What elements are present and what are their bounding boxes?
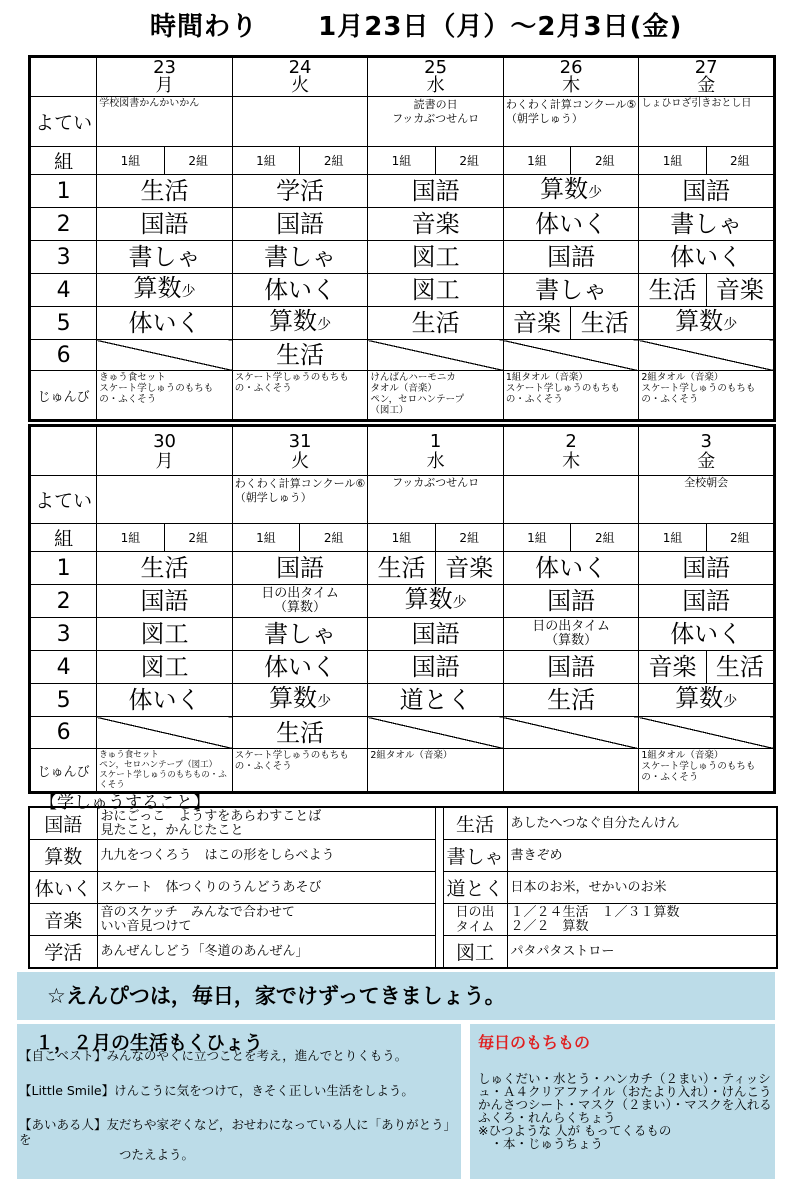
yotei-label: よてい <box>30 476 97 524</box>
day-header: 23 月 <box>97 57 233 97</box>
spacer <box>435 807 443 840</box>
period-number: 6 <box>30 717 97 749</box>
subject-cell: 図工 <box>368 241 504 274</box>
kumi-label: 組 <box>30 147 97 175</box>
class-2-label: 2組 <box>706 147 774 175</box>
title-range: 1月23日（月）～2月3日(金) <box>318 12 683 42</box>
no-class-cell <box>639 717 775 749</box>
learn-content: 音のスケッチ みんなで合わせて いい音見つけて <box>97 904 435 936</box>
goals-box <box>17 1024 461 1179</box>
junbi-cell: けんばんハーモニカ タオル（音楽） ペン，セロハンテープ （図工） <box>368 371 504 421</box>
goal-item: 【あいある人】友だちや家ぞくなど，おせわになっている人に「ありがとう」を つたえよう。 <box>19 1117 457 1162</box>
spacer <box>435 936 443 969</box>
period-number: 5 <box>30 307 97 340</box>
yotei-cell: わくわく計算コンクール⑥（朝学しゅう） <box>232 476 368 524</box>
corner-cell <box>30 426 97 476</box>
spacer <box>435 840 443 872</box>
subject-cell: 算数少 <box>639 684 775 717</box>
junbi-cell <box>503 749 639 793</box>
period-number: 3 <box>30 241 97 274</box>
subject-cell: 国語 <box>639 585 775 618</box>
subject-cell: 算数少 <box>97 274 233 307</box>
subject-cell: 算数少 <box>503 175 639 208</box>
spacer <box>435 872 443 904</box>
subject-cell: 国語 <box>503 241 639 274</box>
learn-subject: 生活 <box>443 807 507 840</box>
subject-cell: 書しゃ <box>232 241 368 274</box>
subject-cell: 学活 <box>232 175 368 208</box>
learning-table <box>28 806 778 969</box>
class-2-label: 2組 <box>300 147 368 175</box>
class-2-label: 2組 <box>571 524 639 552</box>
class-1-label: 1組 <box>639 147 706 175</box>
learn-subject: 学活 <box>29 936 97 969</box>
subject-cell-class2: 音楽 <box>435 552 503 585</box>
subject-cell: 体いく <box>639 618 775 651</box>
subject-cell: 国語 <box>368 618 504 651</box>
subject-cell: 生活 <box>232 717 368 749</box>
subject-cell: 国語 <box>232 552 368 585</box>
learn-content: あしたへつなぐ自分たんけん <box>507 807 777 840</box>
subject-cell: 国語 <box>368 175 504 208</box>
class-1-label: 1組 <box>639 524 706 552</box>
learn-content: おにごっこ ようすをあらわすことば 見たこと，かんじたこと <box>97 807 435 840</box>
subject-cell: 生活 <box>97 552 233 585</box>
subject-cell: 書しゃ <box>97 241 233 274</box>
day-header: 3 金 <box>639 426 775 476</box>
no-class-cell <box>97 340 233 371</box>
subject-cell: 国語 <box>503 651 639 684</box>
junbi-cell: 1組タオル（音楽） スケート学しゅうのもちもの・ふくそう <box>639 749 775 793</box>
pencil-banner: ☆えんぴつは，毎日，家でけずってきましょう。 <box>17 972 775 1020</box>
junbi-label: じゅんび <box>30 749 97 793</box>
learn-content: 日本のお米，せかいのお米 <box>507 872 777 904</box>
day-header: 31 火 <box>232 426 368 476</box>
subject-cell-class1: 生活 <box>368 552 435 585</box>
learn-subject: 体いく <box>29 872 97 904</box>
no-class-cell <box>503 340 639 371</box>
period-number: 3 <box>30 618 97 651</box>
period-number: 2 <box>30 585 97 618</box>
goals-title: １，２月の生活もくひょう <box>35 1032 264 1054</box>
subject-cell: 書しゃ <box>639 208 775 241</box>
subject-cell: 体いく <box>503 208 639 241</box>
no-class-cell <box>97 717 233 749</box>
subject-cell: 算数少 <box>232 684 368 717</box>
yotei-cell: 学校図書かんかいかん <box>97 97 233 147</box>
learn-content: 書きぞめ <box>507 840 777 872</box>
schedule-week1 <box>28 55 776 422</box>
day-header: 27 金 <box>639 57 775 97</box>
subject-cell: 国語 <box>97 585 233 618</box>
period-number: 4 <box>30 651 97 684</box>
subject-cell: 国語 <box>639 175 775 208</box>
learn-content: あんぜんしどう「冬道のあんぜん」 <box>97 936 435 969</box>
subject-cell: 日の出タイム （算数） <box>232 585 368 618</box>
subject-cell: 生活 <box>97 175 233 208</box>
junbi-cell: きゅう食セット ペン，セロハンテープ（図工） スケート学しゅうのもちもの・ふくそう <box>97 749 233 793</box>
yotei-cell: 読書の日 フッカぶつせんロ <box>368 97 504 147</box>
subject-cell-class1: 音楽 <box>639 651 706 684</box>
no-class-cell <box>368 717 504 749</box>
learn-subject: 道とく <box>443 872 507 904</box>
subject-cell: 国語 <box>639 552 775 585</box>
period-number: 4 <box>30 274 97 307</box>
subject-cell: 体いく <box>97 307 233 340</box>
class-1-label: 1組 <box>368 524 435 552</box>
class-1-label: 1組 <box>232 147 299 175</box>
class-2-label: 2組 <box>164 524 232 552</box>
class-1-label: 1組 <box>97 524 164 552</box>
day-header: 26 木 <box>503 57 639 97</box>
subject-cell: 道とく <box>368 684 504 717</box>
junbi-cell: きゅう食セット スケート学しゅうのもちもの・ふくそう <box>97 371 233 421</box>
learn-content: １／２４生活 １／３１算数 ２／２ 算数 <box>507 904 777 936</box>
subject-cell: 体いく <box>232 274 368 307</box>
class-2-label: 2組 <box>706 524 774 552</box>
junbi-label: じゅんび <box>30 371 97 421</box>
day-header: 25 水 <box>368 57 504 97</box>
goal-item: 【Little Smile】けんこうに気をつけて，きそく正しい生活をしよう。 <box>19 1083 414 1098</box>
learning-title: 【学しゅうすること】 <box>40 793 210 813</box>
subject-cell-class1: 生活 <box>639 274 706 307</box>
yotei-cell: フッカぶつせんロ <box>368 476 504 524</box>
class-1-label: 1組 <box>368 147 435 175</box>
day-header: 24 火 <box>232 57 368 97</box>
daily-items-title: 毎日のもちもの <box>478 1033 591 1052</box>
no-class-cell <box>639 340 775 371</box>
yotei-label: よてい <box>30 97 97 147</box>
subject-cell-class1: 音楽 <box>503 307 570 340</box>
subject-cell: 書しゃ <box>503 274 639 307</box>
subject-cell: 算数少 <box>639 307 775 340</box>
kumi-label: 組 <box>30 524 97 552</box>
subject-cell: 算数少 <box>368 585 504 618</box>
learn-subject: 日の出 タイム <box>443 904 507 936</box>
learn-content: スケート 体つくりのうんどうあそび <box>97 872 435 904</box>
subject-cell: 体いく <box>503 552 639 585</box>
goal-item: 【自こベスト】みんなのやくに立つことを考え，進んでとりくもう。 <box>19 1048 408 1063</box>
yotei-cell: しょひロざ引きおとし日 <box>639 97 775 147</box>
subject-cell: 図工 <box>97 618 233 651</box>
period-number: 5 <box>30 684 97 717</box>
period-number: 1 <box>30 175 97 208</box>
subject-cell: 体いく <box>639 241 775 274</box>
daily-items-text: しゅくだい・水とう・ハンカチ（２まい）・ティッシュ・Ａ４クリアファイル（おたより入れ）・けんこうかんさつシート・マスク（２まい）・マスクを入れるふくろ・れんらくちょう ※ひつような 人が もってくるもの ・本・じゅうちょう <box>478 1071 772 1151</box>
subject-cell: 体いく <box>97 684 233 717</box>
subject-cell-class2: 生活 <box>571 307 639 340</box>
junbi-cell: 2組タオル（音楽） スケート学しゅうのもちもの・ふくそう <box>639 371 775 421</box>
class-2-label: 2組 <box>300 524 368 552</box>
subject-cell: 書しゃ <box>232 618 368 651</box>
yotei-cell <box>503 476 639 524</box>
yotei-cell: 全校朝会 <box>639 476 775 524</box>
class-2-label: 2組 <box>435 524 503 552</box>
subject-cell: 国語 <box>232 208 368 241</box>
subject-cell-class2: 生活 <box>706 651 774 684</box>
learn-subject: 書しゃ <box>443 840 507 872</box>
no-class-cell <box>503 717 639 749</box>
learn-subject: 図工 <box>443 936 507 969</box>
yotei-cell <box>232 97 368 147</box>
subject-cell-class2: 音楽 <box>706 274 774 307</box>
class-1-label: 1組 <box>503 147 570 175</box>
subject-cell: 図工 <box>368 274 504 307</box>
day-header: 30 月 <box>97 426 233 476</box>
no-class-cell <box>368 340 504 371</box>
subject-cell: 国語 <box>368 651 504 684</box>
subject-cell: 日の出タイム （算数） <box>503 618 639 651</box>
period-number: 2 <box>30 208 97 241</box>
schedule-week2 <box>28 424 776 794</box>
subject-cell: 国語 <box>503 585 639 618</box>
subject-cell: 図工 <box>97 651 233 684</box>
class-1-label: 1組 <box>503 524 570 552</box>
subject-cell: 生活 <box>368 307 504 340</box>
class-2-label: 2組 <box>435 147 503 175</box>
class-2-label: 2組 <box>164 147 232 175</box>
junbi-cell: 2組タオル（音楽） <box>368 749 504 793</box>
spacer <box>435 904 443 936</box>
subject-cell: 音楽 <box>368 208 504 241</box>
corner-cell <box>30 57 97 97</box>
junbi-cell: 1組タオル（音楽） スケート学しゅうのもちもの・ふくそう <box>503 371 639 421</box>
subject-cell: 国語 <box>97 208 233 241</box>
period-number: 1 <box>30 552 97 585</box>
page-title <box>150 6 710 50</box>
junbi-cell: スケート学しゅうのもちもの・ふくそう <box>232 749 368 793</box>
daily-items-box <box>470 1024 775 1179</box>
subject-cell: 体いく <box>232 651 368 684</box>
class-1-label: 1組 <box>97 147 164 175</box>
title-main: 時間わり <box>150 12 259 42</box>
day-header: 1 水 <box>368 426 504 476</box>
subject-cell: 生活 <box>503 684 639 717</box>
yotei-cell <box>97 476 233 524</box>
learn-subject: 国語 <box>29 807 97 840</box>
period-number: 6 <box>30 340 97 371</box>
subject-cell: 算数少 <box>232 307 368 340</box>
subject-cell: 生活 <box>232 340 368 371</box>
learn-content: パタパタストロー <box>507 936 777 969</box>
learn-subject: 音楽 <box>29 904 97 936</box>
class-1-label: 1組 <box>232 524 299 552</box>
day-header: 2 木 <box>503 426 639 476</box>
yotei-cell: わくわく計算コンクール⑤（朝学しゅう） <box>503 97 639 147</box>
class-2-label: 2組 <box>571 147 639 175</box>
learn-content: 九九をつくろう はこの形をしらべよう <box>97 840 435 872</box>
junbi-cell: スケート学しゅうのもちもの・ふくそう <box>232 371 368 421</box>
learn-subject: 算数 <box>29 840 97 872</box>
